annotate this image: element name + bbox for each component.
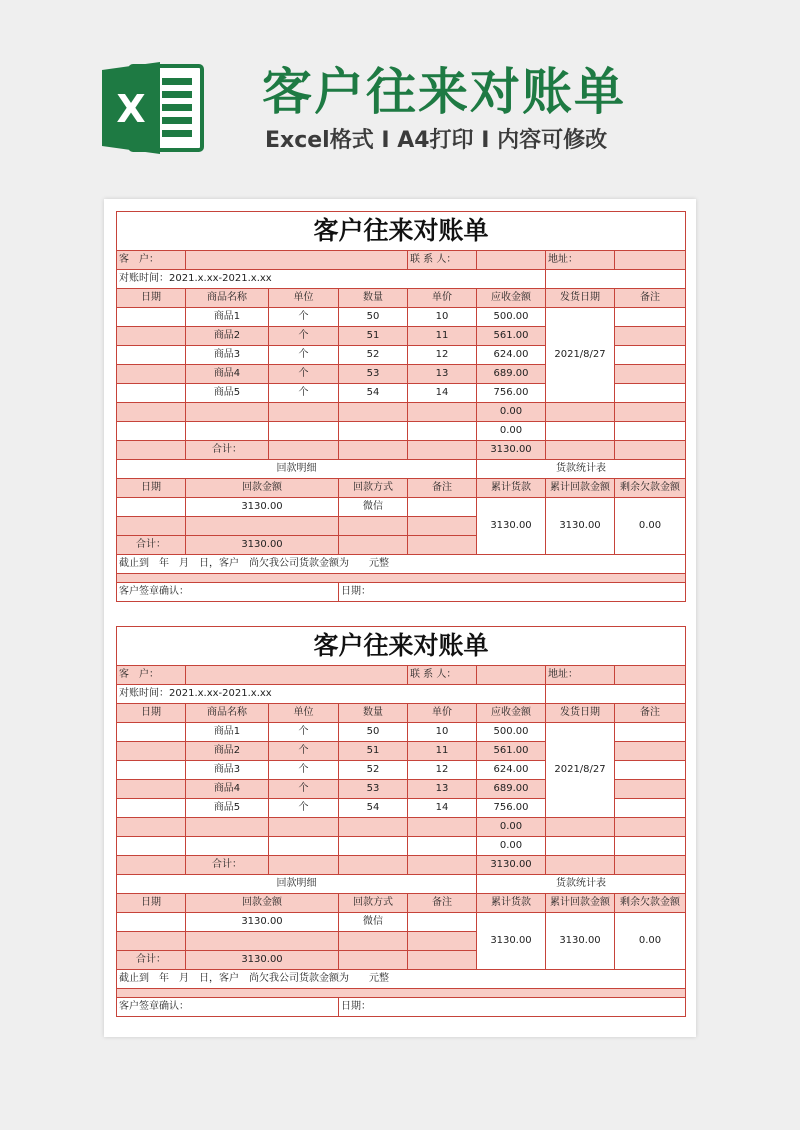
- remaining-debt: 0.00: [615, 913, 686, 970]
- item-qty: 52: [339, 346, 408, 365]
- item-price: 12: [408, 346, 477, 365]
- period-row: [117, 685, 686, 704]
- customer-value: [186, 666, 408, 685]
- column-header: 单价: [408, 704, 477, 723]
- repay-column-header: 日期: [117, 479, 186, 498]
- table-cell: [339, 536, 408, 555]
- excel-icon: [100, 62, 206, 154]
- table-cell: [408, 856, 477, 875]
- page-subtitle: Excel格式 I A4打印 I 内容可修改: [265, 128, 608, 153]
- item-price: 13: [408, 780, 477, 799]
- table-cell: [408, 932, 477, 951]
- table-cell: [117, 498, 186, 517]
- statement-table: [116, 626, 686, 1017]
- item-amount: 561.00: [477, 327, 546, 346]
- sheet-title: 客户往来对账单: [117, 212, 686, 251]
- repay-title: 回款明细: [117, 460, 477, 479]
- repay-amount: 3130.00: [186, 498, 339, 517]
- item-amount: 689.00: [477, 780, 546, 799]
- repay-header-row: [117, 894, 686, 913]
- column-header: 商品名称: [186, 289, 269, 308]
- signature-row: [117, 998, 686, 1017]
- item-date: [117, 422, 186, 441]
- signature-label: 客户签章确认：: [117, 998, 339, 1017]
- item-name: [186, 837, 269, 856]
- table-row: [117, 308, 686, 327]
- repay-column-header: 回款方式: [339, 894, 408, 913]
- date-label: 日期：: [339, 998, 686, 1017]
- item-note: [615, 308, 686, 327]
- period-text: 对账时间：2021.x.xx-2021.x.xx: [117, 685, 546, 704]
- subtotal-row: [117, 856, 686, 875]
- item-price: 10: [408, 723, 477, 742]
- table-row: [117, 818, 686, 837]
- item-qty: [339, 422, 408, 441]
- repay-column-header: 备注: [408, 479, 477, 498]
- period-row: [117, 270, 686, 289]
- table-cell: [408, 536, 477, 555]
- item-amount: 624.00: [477, 761, 546, 780]
- repay-total-label: 合计：: [117, 536, 186, 555]
- item-note: [615, 780, 686, 799]
- ship-date: 2021/8/27: [546, 308, 615, 403]
- item-amount: 0.00: [477, 818, 546, 837]
- item-qty: 52: [339, 761, 408, 780]
- table-row: [117, 422, 686, 441]
- item-qty: 50: [339, 308, 408, 327]
- repay-column-header: 剩余欠款金额: [615, 479, 686, 498]
- item-unit: 个: [269, 780, 339, 799]
- item-name: [186, 818, 269, 837]
- repay-column-header: 回款方式: [339, 479, 408, 498]
- item-amount: 689.00: [477, 365, 546, 384]
- table-cell: [117, 574, 686, 583]
- item-date: [117, 742, 186, 761]
- item-amount: 0.00: [477, 837, 546, 856]
- table-cell: [408, 951, 477, 970]
- item-date: [117, 837, 186, 856]
- item-qty: 53: [339, 365, 408, 384]
- table-row: [117, 403, 686, 422]
- cumulative-repay: 3130.00: [546, 498, 615, 555]
- item-note: [615, 837, 686, 856]
- item-unit: [269, 403, 339, 422]
- table-cell: [339, 441, 408, 460]
- item-note: [615, 761, 686, 780]
- item-qty: 51: [339, 327, 408, 346]
- table-cell: [615, 441, 686, 460]
- item-amount: 0.00: [477, 403, 546, 422]
- repay-row: [117, 498, 686, 517]
- repay-column-header: 累计货款: [477, 479, 546, 498]
- item-unit: 个: [269, 723, 339, 742]
- ship-date: 2021/8/27: [546, 723, 615, 818]
- column-header: 应收金额: [477, 289, 546, 308]
- item-price: [408, 422, 477, 441]
- table-cell: [186, 517, 339, 536]
- deadline-row: [117, 555, 686, 574]
- sheet-title: 客户往来对账单: [117, 627, 686, 666]
- customer-value: [186, 251, 408, 270]
- column-header: 发货日期: [546, 704, 615, 723]
- subtotal-row: [117, 441, 686, 460]
- item-note: [615, 403, 686, 422]
- statement-sheet-1: [116, 211, 685, 602]
- deadline-text: 截止到 年 月 日，客户 尚欠我公司货款金额为 元整: [117, 555, 686, 574]
- item-qty: 51: [339, 742, 408, 761]
- spacer-row: [117, 989, 686, 998]
- table-cell: [408, 441, 477, 460]
- item-amount: 561.00: [477, 742, 546, 761]
- item-unit: 个: [269, 308, 339, 327]
- column-header: 数量: [339, 289, 408, 308]
- title-row: [117, 627, 686, 666]
- table-cell: [186, 932, 339, 951]
- item-date: [117, 761, 186, 780]
- item-name: 商品3: [186, 346, 269, 365]
- item-qty: 53: [339, 780, 408, 799]
- subtotal-label: 合计：: [186, 441, 269, 460]
- address-label: 地址：: [546, 666, 615, 685]
- repay-column-header: 备注: [408, 894, 477, 913]
- item-name: 商品4: [186, 365, 269, 384]
- ship-date-empty: [546, 837, 615, 856]
- repay-column-header: 回款金额: [186, 894, 339, 913]
- address-label: 地址：: [546, 251, 615, 270]
- table-cell: [117, 856, 186, 875]
- contact-label: 联 系 人：: [408, 251, 477, 270]
- stats-title: 货款统计表: [477, 875, 686, 894]
- repay-column-header: 日期: [117, 894, 186, 913]
- item-unit: [269, 422, 339, 441]
- item-price: 14: [408, 799, 477, 818]
- item-price: 12: [408, 761, 477, 780]
- table-header-row: [117, 289, 686, 308]
- ship-date-empty: [546, 403, 615, 422]
- table-cell: [408, 498, 477, 517]
- repay-row: [117, 913, 686, 932]
- item-name: 商品4: [186, 780, 269, 799]
- subtotal-value: 3130.00: [477, 856, 546, 875]
- cumulative-goods: 3130.00: [477, 913, 546, 970]
- subtotal-label: 合计：: [186, 856, 269, 875]
- customer-label: 客 户：: [117, 666, 186, 685]
- address-value: [615, 251, 686, 270]
- item-name: [186, 403, 269, 422]
- column-header: 数量: [339, 704, 408, 723]
- item-qty: [339, 837, 408, 856]
- customer-row: [117, 666, 686, 685]
- item-amount: 756.00: [477, 799, 546, 818]
- item-price: [408, 837, 477, 856]
- period-text: 对账时间：2021.x.xx-2021.x.xx: [117, 270, 546, 289]
- item-note: [615, 384, 686, 403]
- item-unit: 个: [269, 327, 339, 346]
- item-amount: 756.00: [477, 384, 546, 403]
- item-date: [117, 327, 186, 346]
- repay-title: 回款明细: [117, 875, 477, 894]
- table-header-row: [117, 704, 686, 723]
- cumulative-goods: 3130.00: [477, 498, 546, 555]
- stats-title: 货款统计表: [477, 460, 686, 479]
- item-amount: 624.00: [477, 346, 546, 365]
- item-qty: 50: [339, 723, 408, 742]
- column-header: 备注: [615, 704, 686, 723]
- table-cell: [117, 517, 186, 536]
- table-row: [117, 837, 686, 856]
- repay-column-header: 累计回款金额: [546, 894, 615, 913]
- repay-column-header: 累计回款金额: [546, 479, 615, 498]
- deadline-row: [117, 970, 686, 989]
- table-row: [117, 723, 686, 742]
- item-unit: 个: [269, 346, 339, 365]
- section-title-row: [117, 460, 686, 479]
- repay-column-header: 累计货款: [477, 894, 546, 913]
- table-cell: [339, 932, 408, 951]
- column-header: 单价: [408, 289, 477, 308]
- statement-sheet-2: [116, 626, 685, 1017]
- signature-label: 客户签章确认：: [117, 583, 339, 602]
- repay-method: 微信: [339, 498, 408, 517]
- item-unit: 个: [269, 384, 339, 403]
- item-note: [615, 723, 686, 742]
- item-note: [615, 422, 686, 441]
- item-unit: [269, 818, 339, 837]
- repay-total-label: 合计：: [117, 951, 186, 970]
- table-cell: [546, 685, 686, 704]
- item-name: 商品2: [186, 742, 269, 761]
- item-name: 商品5: [186, 384, 269, 403]
- contact-value: [477, 666, 546, 685]
- table-cell: [339, 856, 408, 875]
- item-amount: 0.00: [477, 422, 546, 441]
- item-unit: 个: [269, 742, 339, 761]
- item-amount: 500.00: [477, 723, 546, 742]
- item-date: [117, 365, 186, 384]
- table-cell: [117, 932, 186, 951]
- table-cell: [269, 856, 339, 875]
- item-price: 14: [408, 384, 477, 403]
- repay-amount: 3130.00: [186, 913, 339, 932]
- item-date: [117, 403, 186, 422]
- column-header: 应收金额: [477, 704, 546, 723]
- column-header: 单位: [269, 289, 339, 308]
- table-cell: [546, 856, 615, 875]
- item-note: [615, 742, 686, 761]
- item-name: [186, 422, 269, 441]
- table-cell: [408, 913, 477, 932]
- column-header: 日期: [117, 289, 186, 308]
- cumulative-repay: 3130.00: [546, 913, 615, 970]
- contact-label: 联 系 人：: [408, 666, 477, 685]
- customer-row: [117, 251, 686, 270]
- item-date: [117, 818, 186, 837]
- column-header: 备注: [615, 289, 686, 308]
- repay-column-header: 剩余欠款金额: [615, 894, 686, 913]
- item-price: [408, 403, 477, 422]
- remaining-debt: 0.00: [615, 498, 686, 555]
- repay-method: 微信: [339, 913, 408, 932]
- item-note: [615, 818, 686, 837]
- item-name: 商品3: [186, 761, 269, 780]
- table-cell: [339, 517, 408, 536]
- table-cell: [339, 951, 408, 970]
- statement-table: [116, 211, 686, 602]
- item-price: 11: [408, 742, 477, 761]
- repay-total-value: 3130.00: [186, 951, 339, 970]
- column-header: 商品名称: [186, 704, 269, 723]
- item-date: [117, 799, 186, 818]
- contact-value: [477, 251, 546, 270]
- item-date: [117, 346, 186, 365]
- item-amount: 500.00: [477, 308, 546, 327]
- item-date: [117, 384, 186, 403]
- item-qty: 54: [339, 799, 408, 818]
- item-qty: [339, 818, 408, 837]
- header-banner: [0, 0, 800, 190]
- item-qty: 54: [339, 384, 408, 403]
- item-note: [615, 346, 686, 365]
- page-title: 客户往来对账单: [262, 63, 626, 121]
- table-cell: [117, 441, 186, 460]
- item-note: [615, 799, 686, 818]
- table-cell: [546, 441, 615, 460]
- address-value: [615, 666, 686, 685]
- date-label: 日期：: [339, 583, 686, 602]
- repay-total-value: 3130.00: [186, 536, 339, 555]
- item-price: 10: [408, 308, 477, 327]
- item-price: 13: [408, 365, 477, 384]
- excel-icon-letter: X: [116, 87, 146, 131]
- ship-date-empty: [546, 422, 615, 441]
- item-unit: 个: [269, 761, 339, 780]
- item-date: [117, 780, 186, 799]
- item-qty: [339, 403, 408, 422]
- item-unit: 个: [269, 365, 339, 384]
- column-header: 日期: [117, 704, 186, 723]
- item-price: [408, 818, 477, 837]
- repay-column-header: 回款金额: [186, 479, 339, 498]
- table-cell: [117, 913, 186, 932]
- table-cell: [546, 270, 686, 289]
- title-row: [117, 212, 686, 251]
- table-cell: [117, 989, 686, 998]
- repay-header-row: [117, 479, 686, 498]
- item-unit: [269, 837, 339, 856]
- item-date: [117, 308, 186, 327]
- item-name: 商品5: [186, 799, 269, 818]
- customer-label: 客 户：: [117, 251, 186, 270]
- spacer-row: [117, 574, 686, 583]
- item-name: 商品1: [186, 723, 269, 742]
- item-unit: 个: [269, 799, 339, 818]
- item-note: [615, 365, 686, 384]
- item-date: [117, 723, 186, 742]
- signature-row: [117, 583, 686, 602]
- table-cell: [269, 441, 339, 460]
- column-header: 单位: [269, 704, 339, 723]
- ship-date-empty: [546, 818, 615, 837]
- deadline-text: 截止到 年 月 日，客户 尚欠我公司货款金额为 元整: [117, 970, 686, 989]
- table-cell: [615, 856, 686, 875]
- item-note: [615, 327, 686, 346]
- column-header: 发货日期: [546, 289, 615, 308]
- item-name: 商品1: [186, 308, 269, 327]
- subtotal-value: 3130.00: [477, 441, 546, 460]
- table-cell: [408, 517, 477, 536]
- section-title-row: [117, 875, 686, 894]
- item-price: 11: [408, 327, 477, 346]
- item-name: 商品2: [186, 327, 269, 346]
